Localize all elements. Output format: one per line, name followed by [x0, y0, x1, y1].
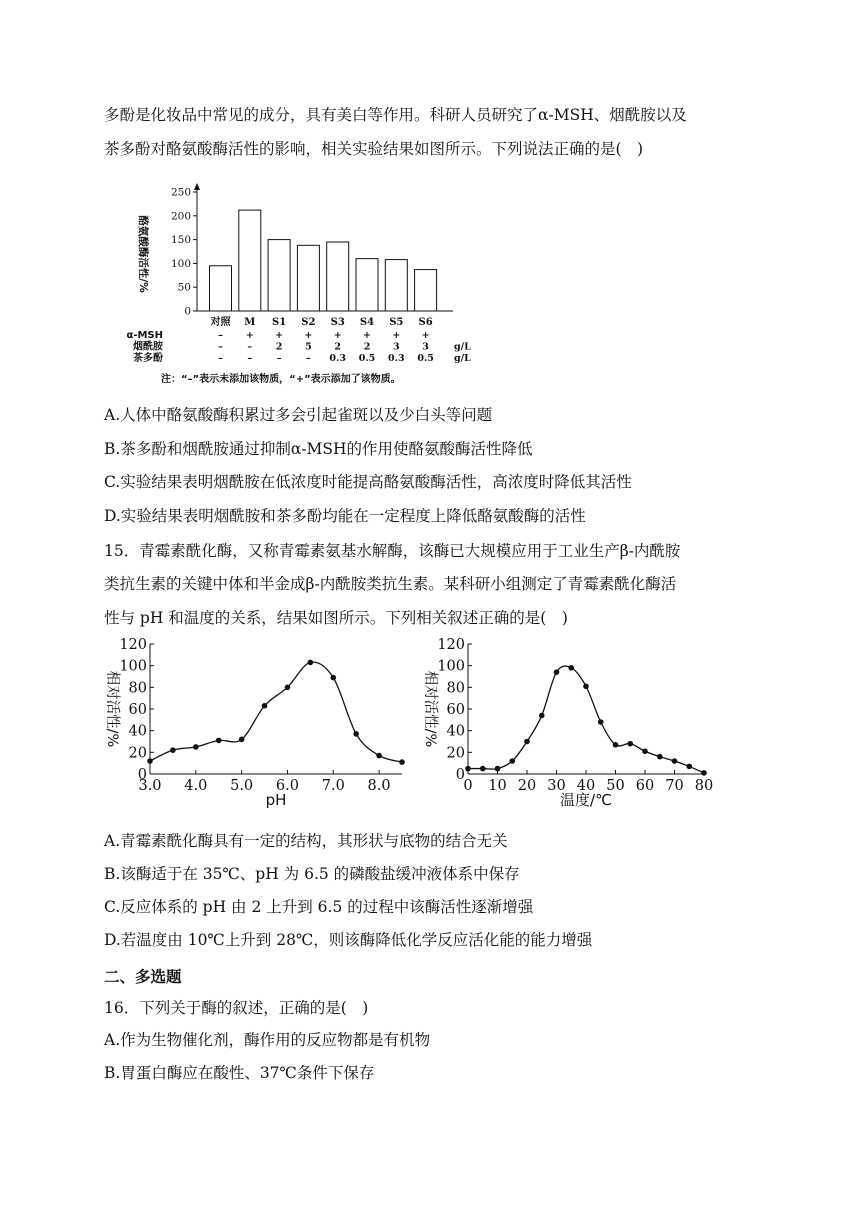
ph-activity-chart: [100, 632, 420, 822]
ph-chart-y-tick-label: 100: [119, 658, 147, 675]
bar: [239, 210, 261, 311]
ph-chart-point: [193, 744, 199, 750]
temp-chart-x-tick-label: 70: [665, 778, 684, 794]
temp-chart-point: [642, 748, 648, 754]
ph-chart-x-tick-label: 6.0: [275, 778, 299, 794]
bar-chart-y-tick-label: 200: [170, 210, 191, 223]
temp-chart-point: [686, 764, 692, 770]
table-cell: –: [218, 341, 223, 353]
q15-stem-line-1: 15．青霉素酰化酶，又称青霉素氨基水解酶，该酶已大规模应用于工业生产β-内酰胺: [104, 542, 681, 560]
table-cell: +: [421, 330, 430, 341]
table-cell: +: [245, 330, 254, 341]
table-cell: +: [363, 330, 371, 341]
table-cell: 3: [392, 341, 400, 353]
section-heading: 二、多选题: [104, 968, 182, 986]
q14-option-d: D.实验结果表明烟酰胺和茶多酚均能在一定程度上降低酪氨酸酶的活性: [104, 507, 586, 525]
temp-chart-point: [539, 713, 545, 719]
temp-chart-point: [465, 766, 471, 772]
q15-option-d: D.若温度由 10℃上升到 28℃，则该酶降低化学反应活化能的能力增强: [104, 931, 593, 949]
bar-chart-category-label: S1: [272, 317, 287, 328]
bar-chart-table: [126, 315, 471, 364]
ph-chart-x-tick-label: 5.0: [230, 778, 254, 794]
bar-chart-bars: [210, 210, 437, 311]
ph-chart-point: [330, 675, 336, 681]
temp-chart-point: [672, 758, 678, 764]
table-cell: –: [218, 330, 223, 341]
temp-chart-point: [598, 719, 604, 725]
q14-option-c: C.实验结果表明烟酰胺在低浓度时能提高酪氨酸酶活性，高浓度时降低其活性: [104, 473, 632, 491]
q15-stem-line-3: 性与 pH 和温度的关系，结果如图所示。下列相关叙述正确的是( ): [104, 609, 568, 627]
ph-chart-point: [170, 747, 176, 753]
bar-chart-category-label: 对照: [210, 317, 231, 328]
ph-chart-point: [353, 731, 359, 737]
q15-option-a: A.青霉素酰化酶具有一定的结构，其形状与底物的结合无关: [104, 832, 508, 850]
temp-chart-x-tick-label: 10: [488, 778, 507, 794]
bar-chart-y-tick-label: 150: [170, 234, 191, 247]
q16-option-a: A.作为生物催化剂，酶作用的反应物都是有机物: [104, 1031, 431, 1049]
table-cell: –: [247, 341, 253, 353]
temp-chart-point: [524, 739, 530, 745]
bar-chart-y-tick-label: 250: [170, 186, 191, 199]
bar: [385, 260, 407, 311]
temp-chart-x-tick-label: 0: [463, 778, 473, 794]
bar: [210, 266, 232, 311]
temp-chart-point: [554, 669, 560, 675]
table-cell: 2: [363, 341, 371, 353]
ph-chart-y-tick-label: 60: [128, 702, 147, 718]
bar: [356, 259, 378, 311]
ph-chart-point: [399, 759, 405, 765]
bar-chart-y-tick-label: 50: [177, 281, 191, 294]
temp-chart-x-tick-label: 50: [606, 778, 625, 794]
temp-chart-x-axis-label: 温度/℃: [560, 791, 612, 809]
table-cell: –: [276, 353, 282, 364]
temp-chart-x-tick-label: 40: [576, 778, 596, 794]
bar-chart-y-tick-label: 0: [184, 305, 191, 318]
q14-option-a: A.人体中酪氨酸酶积累过多会引起雀斑以及少白头等问题: [104, 406, 493, 424]
bar: [327, 242, 349, 311]
bar-chart-category-label: M: [244, 317, 256, 328]
ph-chart-x-tick-label: 8.0: [367, 778, 391, 794]
ph-chart-y-tick-label: 0: [137, 767, 147, 783]
bar-chart: [125, 180, 475, 390]
table-row-label: 烟酰胺: [133, 341, 163, 353]
table-cell: +: [392, 330, 401, 341]
ph-chart-y-tick-label: 20: [128, 745, 147, 762]
table-cell: 2: [334, 341, 342, 353]
q14-stem-line-1: 多酚是化妆品中常见的成分，具有美白等作用。科研人员研究了α-MSH、烟酰胺以及: [104, 106, 687, 124]
table-row-label: 茶多酚: [133, 353, 163, 364]
table-cell: –: [218, 353, 223, 364]
temp-chart-x-tick-label: 20: [517, 778, 537, 794]
temp-chart-point: [495, 766, 501, 772]
ph-chart-point: [376, 753, 382, 759]
table-unit: g/L: [454, 341, 471, 353]
temp-chart-y-tick-label: 0: [455, 767, 465, 783]
table-cell: +: [275, 330, 284, 341]
temp-chart-y-axis-label: 相对活性/%: [422, 670, 438, 748]
ph-chart-curve: [150, 662, 402, 762]
temp-chart-point: [657, 754, 663, 760]
table-cell: 5: [305, 341, 312, 353]
table-cell: 0.3: [388, 353, 405, 364]
temp-chart-y-tick-label: 100: [437, 658, 465, 675]
temp-chart-y-tick-label: 120: [437, 637, 465, 653]
bar-chart-category-label: S5: [389, 317, 404, 328]
ph-chart-x-tick-label: 7.0: [321, 778, 345, 794]
table-unit: g/L: [454, 353, 471, 364]
temp-chart-y-tick-label: 20: [446, 745, 465, 762]
temp-chart-point: [627, 741, 633, 747]
temp-chart-y-tick-label: 60: [446, 702, 465, 718]
temp-chart-point: [701, 770, 707, 776]
bar-chart-y-arrow: [194, 183, 200, 190]
bar-chart-note: 注：“–”表示未添加该物质，“+”表示添加了该物质。: [161, 374, 401, 385]
ph-chart-point: [308, 660, 314, 666]
temp-chart-x-tick-label: 60: [635, 778, 655, 794]
ph-chart-point: [239, 737, 245, 743]
table-row-label: α-MSH: [126, 330, 163, 341]
bar-chart-category-label: S4: [359, 317, 375, 328]
table-cell: 2: [275, 341, 283, 353]
table-cell: –: [306, 353, 311, 364]
ph-chart-x-axis-label: pH: [265, 791, 287, 809]
bar-chart-category-label: S3: [330, 317, 345, 328]
temp-chart-point: [613, 742, 619, 748]
table-cell: 0.5: [417, 353, 434, 364]
bar: [415, 270, 437, 311]
table-cell: +: [304, 330, 313, 341]
q15-option-b: B.该酶适于在 35℃、pH 为 6.5 的磷酸盐缓冲液体系中保存: [104, 865, 520, 883]
temp-chart-point: [480, 766, 486, 772]
bar-chart-category-label: S2: [301, 317, 316, 328]
ph-chart-x-tick-label: 4.0: [184, 778, 208, 794]
ph-chart-y-tick-label: 80: [128, 680, 147, 697]
ph-chart-y-tick-label: 40: [128, 723, 147, 740]
q15-option-c: C.反应体系的 pH 由 2 上升到 6.5 的过程中该酶活性逐渐增强: [104, 898, 534, 916]
ph-chart-y-tick-label: 120: [119, 637, 147, 653]
ph-chart-point: [285, 685, 291, 691]
temperature-activity-chart: [418, 632, 728, 822]
bar: [297, 245, 319, 311]
temp-chart-point: [583, 683, 589, 689]
bar-chart-category-label: S6: [418, 317, 433, 328]
temp-chart-curve: [468, 666, 704, 773]
bar-chart-y-tick-label: 100: [170, 257, 191, 270]
temp-chart-y-tick-label: 80: [446, 680, 465, 697]
temp-chart-point: [568, 665, 574, 671]
q14-option-b: B.茶多酚和烟酰胺通过抑制α-MSH的作用使酪氨酸酶活性降低: [104, 440, 533, 458]
table-cell: –: [247, 353, 253, 364]
ph-chart-point: [262, 703, 268, 709]
q16-option-b: B.胃蛋白酶应在酸性、37℃条件下保存: [104, 1064, 375, 1082]
temp-chart-x-tick-label: 80: [694, 778, 714, 794]
ph-chart-point: [216, 738, 222, 744]
table-cell: 0.3: [329, 353, 346, 364]
q15-stem-line-2: 类抗生素的关键中体和半金成β-内酰胺类抗生素。某科研小组测定了青霉素酰化酶活: [104, 575, 677, 593]
ph-chart-x-tick-label: 3.0: [138, 778, 162, 794]
table-cell: 3: [422, 341, 429, 353]
temp-chart-y-tick-label: 40: [446, 723, 465, 740]
q16-stem: 16．下列关于酶的叙述，正确的是( ): [104, 999, 369, 1017]
temp-chart-point: [509, 758, 515, 764]
table-cell: +: [333, 330, 342, 341]
table-cell: 0.5: [358, 353, 376, 364]
ph-chart-y-axis-label: 相对活性/%: [104, 670, 120, 748]
bar: [268, 240, 290, 311]
bar-chart-y-axis-label: 酪氨酸酶活性/%: [137, 215, 149, 293]
temp-chart-x-tick-label: 30: [547, 778, 566, 794]
ph-chart-point: [147, 758, 153, 764]
q14-stem-line-2: 茶多酚对酪氨酸酶活性的影响，相关实验结果如图所示。下列说法正确的是( ): [104, 140, 644, 158]
